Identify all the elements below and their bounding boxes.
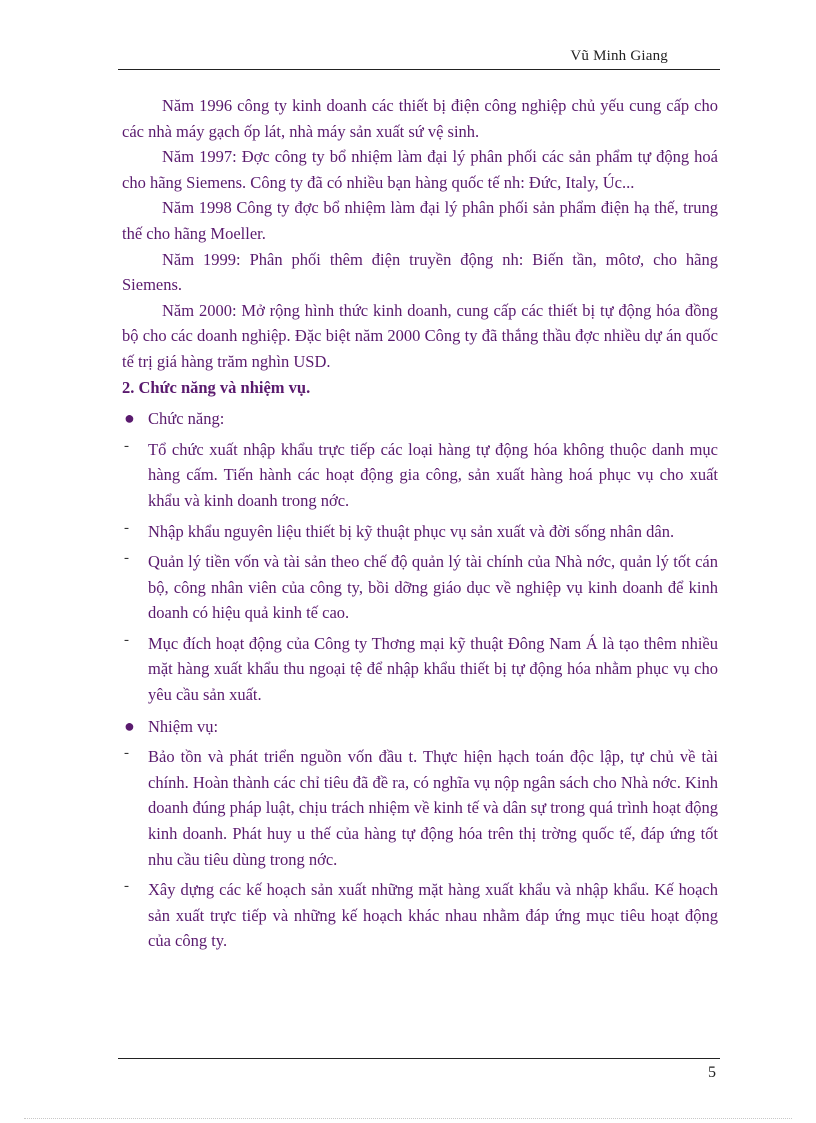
function-item xyxy=(122,437,718,514)
duties-title: Nhiệm vụ: xyxy=(148,716,219,736)
function-item-text: Nhập khẩu nguyên liệu thiết bị kỹ thuật phục vụ sản xuất và đời sống nhân dân. xyxy=(148,521,675,541)
history-paragraph-1997: Năm 1997: Đợc công ty bổ nhiệm làm đại lý phân phối các sản phẩm tự động hoá cho hãng Siemens. Công ty đã có nhiều bạn hàng quốc tế nh: Đức, Italy, Úc... xyxy=(122,147,718,192)
function-item xyxy=(122,631,718,708)
function-item-text: Tổ chức xuất nhập khẩu trực tiếp các loại hàng tự động hóa không thuộc danh mục hàng cấm. Tiến hành các hoạt động gia công, sản xuất hàng hoá phục vụ cho xuất khẩu và kinh doanh trong nớc. xyxy=(148,439,718,510)
header-author: Vũ Minh Giang xyxy=(570,48,668,64)
page-bottom-border xyxy=(24,1118,792,1119)
function-item-text: Quản lý tiền vốn và tài sản theo chế độ quản lý tài chính của Nhà nớc, quản lý tốt cán bộ, công nhân viên của công ty, bồi dỡng giáo dục về nghiệp vụ kinh doanh để kinh doanh có hiệu quả kinh tế cao. xyxy=(148,552,718,623)
function-item-text: Mục đích hoạt động của Công ty Thơng mại kỹ thuật Đông Nam Á là tạo thêm nhiều mặt hàng xuất khẩu thu ngoại tệ để nhập khẩu thiết bị tự động hóa nhằm phục vụ cho yêu cầu sản xuất. xyxy=(148,633,718,705)
header-divider xyxy=(118,69,720,70)
dash-icon: - xyxy=(124,745,129,762)
history-paragraph-2000: Năm 2000: Mở rộng hình thức kinh doanh, cung cấp các thiết bị tự động hóa đồng bộ cho các doanh nghiệp. Đặc biệt năm 2000 Công ty đã thắng thầu đợc nhiều dự án quốc tế trị giá hàng trăm nghìn USD. xyxy=(122,300,718,371)
bullet-icon: ● xyxy=(124,715,135,736)
history-paragraph-1996: Năm 1996 công ty kinh doanh các thiết bị điện công nghiệp chủ yếu cung cấp cho các nhà máy gạch ốp lát, nhà máy sản xuất sứ vệ sinh. xyxy=(122,96,718,141)
function-item xyxy=(122,519,718,545)
dash-icon: - xyxy=(124,550,129,567)
document-body xyxy=(122,93,718,954)
history-paragraph-1998: Năm 1998 Công ty đợc bổ nhiệm làm đại lý phân phối sản phẩm điện hạ thế, trung thế cho hãng Moeller. xyxy=(122,198,718,243)
duty-item-text: Bảo tồn và phát triển nguồn vốn đầu t. Thực hiện hạch toán độc lập, tự chủ về tài chính. Hoàn thành các chỉ tiêu đã đề ra, có nghĩa vụ nộp ngân sách cho Nhà nớc. Kinh doanh đúng pháp luật, chịu trách nhiệm về kinh tế và dân sự trong quá trình hoạt động kinh doanh. Phát huy u thế của hàng tự động hóa trên thị trờng quốc tế, đáp ứng tốt nhu cầu tiêu dùng trong nớc. xyxy=(148,747,718,869)
functions-heading xyxy=(122,406,718,432)
duty-item xyxy=(122,744,718,872)
footer-divider xyxy=(118,1058,720,1059)
duty-item xyxy=(122,877,718,954)
dash-icon: - xyxy=(124,878,129,895)
duty-item-text: Xây dựng các kế hoạch sản xuất những mặt hàng xuất khẩu và nhập khẩu. Kế hoạch sản xuất trực tiếp và những kế hoạch khác nhau nhằm đáp ứng mục tiêu hoạt động của công ty. xyxy=(148,880,718,951)
dash-icon: - xyxy=(124,519,129,536)
page-number: 5 xyxy=(708,1064,716,1081)
section-heading: 2. Chức năng và nhiệm vụ. xyxy=(122,377,311,397)
duties-heading xyxy=(122,714,718,740)
dash-icon: - xyxy=(124,631,129,648)
function-item xyxy=(122,549,718,626)
bullet-icon: ● xyxy=(124,408,135,429)
functions-title: Chức năng: xyxy=(148,409,225,429)
history-paragraph-1999: Năm 1999: Phân phối thêm điện truyền động nh: Biến tần, môtơ, cho hãng Siemens. xyxy=(122,249,718,295)
dash-icon: - xyxy=(124,437,129,454)
